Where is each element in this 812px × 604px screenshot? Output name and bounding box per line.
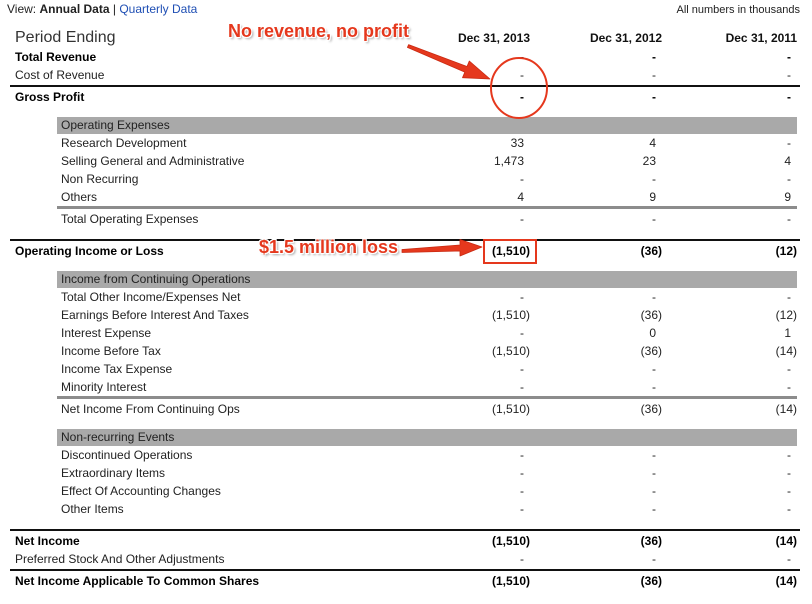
value-cell-2012: 4: [649, 136, 656, 150]
value-cell-2013: -: [520, 90, 524, 104]
value-cell-2011: -: [787, 466, 791, 480]
value-cell-2013: -: [520, 326, 524, 340]
table-row: [0, 360, 812, 378]
section-title: Non-recurring Events: [61, 430, 175, 444]
table-row: [0, 400, 812, 418]
table-row: [0, 482, 812, 500]
row-label: Effect Of Accounting Changes: [61, 484, 221, 498]
table-row: [0, 152, 812, 170]
row-label: Total Other Income/Expenses Net: [61, 290, 241, 304]
row-label: Net Income Applicable To Common Shares: [15, 574, 260, 588]
value-cell-2011: -: [787, 448, 791, 462]
table-row: [0, 170, 812, 188]
row-label: Selling General and Administrative: [61, 154, 245, 168]
value-cell-2011: -: [787, 212, 791, 226]
section-header: [57, 271, 797, 288]
row-label: Total Revenue: [15, 50, 97, 64]
divider: [10, 239, 800, 241]
loss-annotation: $1.5 million loss: [259, 237, 399, 257]
row-label: Cost of Revenue: [15, 68, 105, 82]
table-row: [0, 532, 812, 550]
value-cell-2011: -: [787, 90, 791, 104]
table-row: [0, 88, 812, 106]
row-label: Research Development: [61, 136, 187, 150]
divider: [10, 569, 800, 571]
table-row: [0, 306, 812, 324]
value-cell-2011: -: [787, 552, 791, 566]
value-cell-2011: 4: [784, 154, 791, 168]
value-cell-2013: -: [520, 466, 524, 480]
row-label: Total Operating Expenses: [61, 212, 199, 226]
value-cell-2011: -: [787, 68, 791, 82]
table-row: [0, 464, 812, 482]
value-cell-2012: -: [652, 68, 656, 82]
value-cell-2013: 1,473: [493, 154, 524, 168]
row-label: Discontinued Operations: [61, 448, 193, 462]
value-cell-2011: -: [787, 484, 791, 498]
value-cell-2011: (14): [775, 402, 797, 416]
value-cell-2012: 0: [649, 326, 656, 340]
table-row: [0, 66, 812, 84]
divider: [57, 396, 797, 399]
section-title: Operating Expenses: [61, 118, 170, 132]
section-header: [57, 429, 797, 446]
value-cell-2013: -: [520, 212, 524, 226]
value-cell-2012: -: [652, 172, 656, 186]
value-cell-2012: (36): [640, 308, 662, 322]
divider: [10, 529, 800, 531]
row-label: Non Recurring: [61, 172, 139, 186]
value-cell-2011: -: [787, 50, 791, 64]
value-cell-2013: -: [520, 50, 524, 64]
value-cell-2012: -: [652, 484, 656, 498]
divider: [10, 85, 800, 87]
value-cell-2012: -: [652, 50, 656, 64]
value-cell-2012: -: [652, 552, 656, 566]
value-cell-2013: (1,510): [491, 308, 530, 322]
value-cell-2011: -: [787, 502, 791, 516]
table-row: [0, 500, 812, 518]
value-cell-2013: -: [520, 290, 524, 304]
value-cell-2011: -: [787, 290, 791, 304]
row-label: Interest Expense: [61, 326, 152, 340]
value-cell-2013: -: [520, 68, 524, 82]
column-header-2013: Dec 31, 2013: [457, 31, 530, 45]
value-cell-2012: -: [652, 90, 656, 104]
value-cell-2012: (36): [640, 574, 662, 588]
table-row: [0, 550, 812, 568]
value-cell-2011: (14): [775, 534, 797, 548]
table-row: [0, 324, 812, 342]
table-row: [0, 378, 812, 396]
value-cell-2013: (1,510): [491, 574, 530, 588]
value-cell-2013: (1,510): [491, 344, 530, 358]
value-cell-2012: -: [652, 448, 656, 462]
value-cell-2011: -: [787, 136, 791, 150]
value-cell-2012: -: [652, 466, 656, 480]
value-cell-2012: (36): [640, 402, 662, 416]
row-label: Earnings Before Interest And Taxes: [61, 308, 249, 322]
column-header-2012: Dec 31, 2012: [589, 31, 662, 45]
value-cell-2013: 4: [517, 190, 524, 204]
value-cell-2013: (1,510): [491, 534, 530, 548]
row-label: Income Before Tax: [61, 344, 161, 358]
value-cell-2011: -: [787, 362, 791, 376]
table-row: [0, 342, 812, 360]
revenue-annotation: No revenue, no profit: [228, 21, 410, 41]
value-cell-2012: (36): [640, 534, 662, 548]
value-cell-2013: -: [520, 552, 524, 566]
value-cell-2013: (1,510): [491, 244, 530, 258]
view-separator: |: [112, 2, 116, 16]
value-cell-2012: -: [652, 212, 656, 226]
value-cell-2013: (1,510): [491, 402, 530, 416]
value-cell-2012: -: [652, 290, 656, 304]
section-title: Income from Continuing Operations: [61, 272, 251, 286]
row-label: Net Income: [15, 534, 80, 548]
value-cell-2011: -: [787, 172, 791, 186]
row-label: Income Tax Expense: [61, 362, 173, 376]
value-cell-2013: -: [520, 502, 524, 516]
divider: [57, 206, 797, 209]
table-row: [0, 188, 812, 206]
row-label: Net Income From Continuing Ops: [61, 402, 240, 416]
value-cell-2013: -: [520, 380, 524, 394]
row-label: Minority Interest: [61, 380, 147, 394]
table-row: [0, 48, 812, 66]
value-cell-2011: 1: [784, 326, 791, 340]
value-cell-2012: (36): [640, 344, 662, 358]
value-cell-2013: -: [520, 484, 524, 498]
row-label: Extraordinary Items: [61, 466, 166, 480]
row-label: Operating Income or Loss: [15, 244, 164, 258]
row-label: Other Items: [61, 502, 124, 516]
section-header: [57, 117, 797, 134]
row-label: Gross Profit: [15, 90, 85, 104]
value-cell-2011: 9: [784, 190, 791, 204]
table-row: [0, 572, 812, 590]
period-ending-label: Period Ending: [15, 29, 116, 46]
value-cell-2013: -: [520, 448, 524, 462]
annual-data-view: Annual Data: [39, 2, 110, 16]
value-cell-2011: (14): [775, 574, 797, 588]
table-row: [0, 446, 812, 464]
view-label: View:: [7, 2, 37, 16]
quarterly-data-link[interactable]: Quarterly Data: [119, 2, 198, 16]
value-cell-2011: (12): [775, 308, 797, 322]
value-cell-2012: -: [652, 380, 656, 394]
value-cell-2011: -: [787, 380, 791, 394]
value-cell-2013: -: [520, 362, 524, 376]
row-label: Preferred Stock And Other Adjustments: [15, 552, 225, 566]
value-cell-2012: (36): [640, 244, 662, 258]
column-header-2011: Dec 31, 2011: [725, 31, 797, 45]
value-cell-2012: -: [652, 502, 656, 516]
table-row: [0, 134, 812, 152]
value-cell-2012: 23: [642, 154, 656, 168]
value-cell-2011: (14): [775, 344, 797, 358]
table-row: [0, 210, 812, 228]
row-label: Others: [61, 190, 98, 204]
value-cell-2013: 33: [510, 136, 524, 150]
table-row: [0, 288, 812, 306]
value-cell-2012: -: [652, 362, 656, 376]
value-cell-2011: (12): [775, 244, 797, 258]
value-cell-2013: -: [520, 172, 524, 186]
table-row: [0, 242, 812, 260]
units-note: All numbers in thousands: [676, 4, 800, 16]
value-cell-2012: 9: [649, 190, 656, 204]
